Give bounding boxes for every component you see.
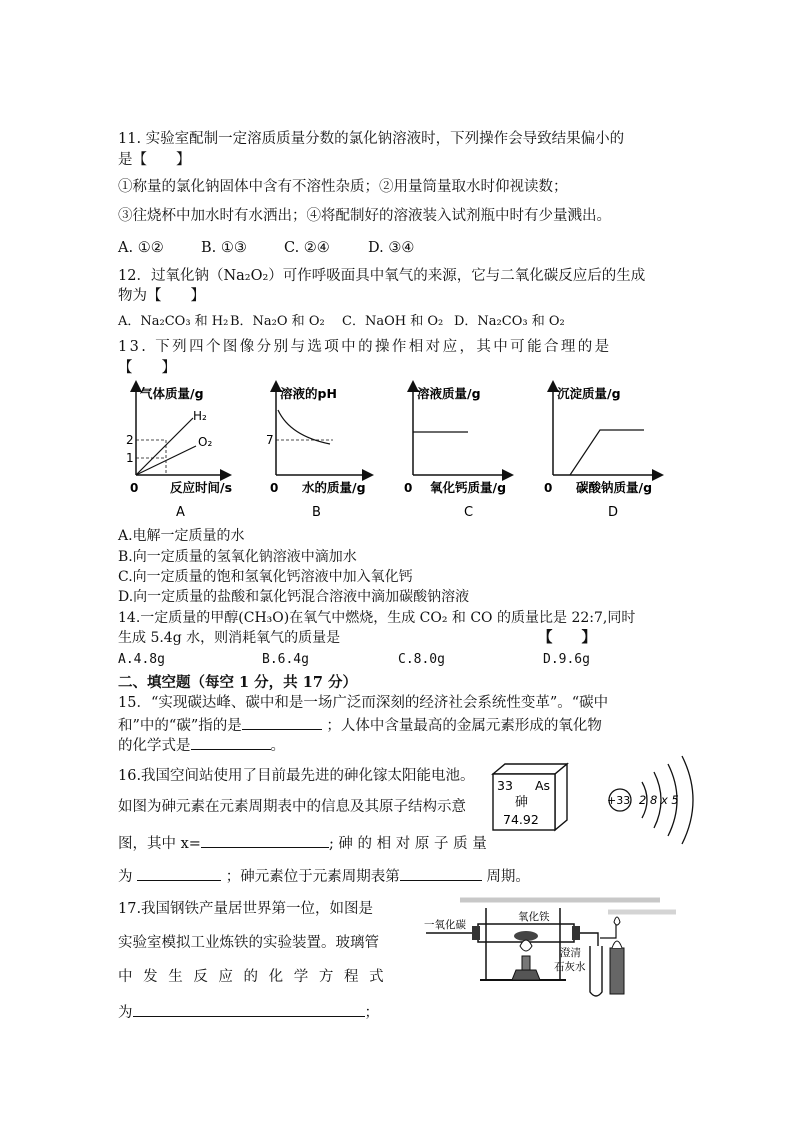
label-iron-oxide: 氧化铁: [518, 911, 550, 923]
graph-c-ylabel: 溶液质量/g: [417, 386, 481, 401]
q16-line4-mid: ；砷元素位于元素周期表第: [225, 869, 400, 885]
electron-shells: 2 8 x 5: [639, 793, 679, 807]
q16-line1: 16.我国空间站使用了目前最先进的砷化镓太阳能电池。: [118, 768, 475, 784]
q16-blank-mass[interactable]: [137, 864, 221, 881]
q17-line4: [118, 1000, 379, 1023]
graph-c: [404, 386, 508, 520]
q14-stem-line1: 14.一定质量的甲醇(CH₃O)在氧气中燃烧，生成 CO₂ 和 CO 的质量比是 22:7,同时: [118, 610, 636, 626]
q17-line2: 实验室模拟工业炼铁的实验装置。玻璃管: [118, 935, 379, 951]
q15-line1: 15．“实现碳达峰、碳中和是一场广泛而深刻的经济社会系统性变革”。“碳中: [118, 695, 609, 711]
graph-a-ytick-2: 2: [126, 433, 134, 447]
graph-c-origin: 0: [404, 481, 413, 495]
q11-stem-line2: 是【 】: [118, 152, 191, 168]
q11-option-d: D. ③④: [368, 240, 415, 256]
q11-option-a: A. ①②: [118, 240, 164, 256]
graph-a: [126, 386, 232, 520]
q15-line2-end: ；人体中含量最高的金属元素形成的氧化物: [326, 718, 602, 734]
q16-line4-start: 为: [118, 869, 133, 885]
q15-line3-end: 。: [270, 738, 285, 754]
graph-b-xlabel: 水的质量/g: [302, 480, 366, 495]
q12-option-d: D．Na₂CO₃ 和 O₂: [454, 314, 565, 329]
atomic-number: 33: [497, 778, 513, 793]
periodic-table-cell: [491, 762, 571, 834]
q12-option-a: A．Na₂CO₃ 和 H₂: [118, 314, 229, 329]
atomic-structure-diagram: [602, 752, 712, 848]
graph-b-ytick-7: 7: [266, 433, 274, 447]
graph-a-origin: 0: [130, 481, 139, 495]
q17-line1: 17.我国钢铁产量居世界第一位，如图是: [118, 901, 374, 917]
q15-blank-1[interactable]: [242, 713, 322, 730]
q14-option-c: C.8.0g: [398, 652, 445, 667]
graph-b-origin: 0: [270, 481, 279, 495]
q16-line4: [118, 864, 530, 887]
q15-line2-start: 和”中的“碳”指的是: [118, 718, 242, 734]
q16-line3-start: 图，其中 x=: [118, 836, 201, 852]
graph-a-xlabel: 反应时间/s: [170, 480, 233, 495]
q17-line4-start: 为: [118, 1005, 133, 1021]
graph-b-ylabel: 溶液的pH: [280, 386, 337, 401]
q14-option-d: D.9.6g: [543, 652, 590, 667]
atomic-mass: 74.92: [503, 812, 539, 827]
label-limewater-2: 石灰水: [554, 961, 586, 973]
q12-option-b: B．Na₂O 和 O₂: [230, 314, 325, 329]
graph-a-h2-label: H₂: [193, 409, 207, 423]
iron-smelting-apparatus: [420, 890, 682, 1010]
q13-stem-line1: 13. 下列四个图像分别与选项中的操作相对应，其中可能合理的是: [118, 339, 612, 355]
graph-b: [266, 386, 368, 520]
label-carbon-monoxide: 一氧化碳: [424, 919, 466, 931]
q16-blank-x[interactable]: [201, 831, 329, 848]
limewater-tube: [590, 946, 602, 996]
graph-c-letter: C: [464, 505, 474, 520]
graph-a-ylabel: 气体质量/g: [140, 386, 204, 401]
q17-line4-end: ；: [364, 1005, 379, 1021]
graph-d-letter: D: [608, 505, 619, 520]
q14-answer-bracket: 【 】: [538, 629, 596, 646]
q11-statement-line2: ③往烧杯中加水时有水洒出；④将配制好的溶液装入试剂瓶中时有少量溅出。: [118, 208, 611, 224]
nucleus-charge: +33: [607, 794, 631, 807]
q11-option-c: C. ②④: [284, 240, 330, 256]
q16-line3-end: ; 砷 的 相 对 原 子 质 量: [328, 836, 487, 852]
ph-curve: [278, 410, 330, 444]
q16-line2: 如图为砷元素在元素周期表中的信息及其原子结构示意: [118, 799, 466, 815]
element-symbol: As: [535, 778, 551, 793]
graph-d-origin: 0: [544, 481, 553, 495]
q14-stem-line2: 生成 5.4g 水，则消耗氧气的质量是: [118, 630, 341, 646]
q15-blank-2[interactable]: [191, 733, 271, 750]
q11-stem-line1: 11. 实验室配制一定溶质质量分数的氯化钠溶液时，下列操作会导致结果偏小的: [118, 131, 625, 147]
q12-option-c: C．NaOH 和 O₂: [342, 314, 444, 329]
q15-line3: [118, 733, 285, 756]
q13-option-d: D.向一定质量的盐酸和氯化钙混合溶液中滴加碳酸钠溶液: [118, 589, 470, 605]
q11-statement-line1: ①称量的氯化钠固体中含有不溶性杂质；②用量筒量取水时仰视读数；: [118, 179, 568, 195]
q14-option-a: A.4.8g: [118, 652, 165, 667]
q16-line4-end: 周期。: [486, 869, 530, 885]
graph-a-o2-label: O₂: [198, 435, 213, 449]
q11-option-b: B. ①③: [201, 240, 247, 256]
graph-d-ylabel: 沉淀质量/g: [557, 386, 621, 401]
graph-b-letter: B: [312, 505, 321, 520]
graph-a-letter: A: [176, 505, 185, 520]
graph-d: [544, 386, 658, 520]
q17-line3: 中 发 生 反 应 的 化 学 方 程 式: [118, 969, 387, 985]
graph-d-xlabel: 碳酸钠质量/g: [576, 480, 653, 495]
precipitate-line: [570, 430, 644, 475]
q13-option-c: C.向一定质量的饱和氢氧化钙溶液中加入氧化钙: [118, 569, 413, 585]
q12-stem-line1: 12．过氧化钠（Na₂O₂）可作呼吸面具中氧气的来源，它与二氧化碳反应后的生成: [118, 268, 646, 284]
graph-a-ytick-1: 1: [126, 451, 134, 465]
q13-option-b: B.向一定质量的氢氧化钠溶液中滴加水: [118, 549, 357, 565]
q16-blank-period[interactable]: [400, 864, 482, 881]
q13-option-a: A.电解一定质量的水: [118, 528, 245, 544]
graph-c-xlabel: 氧化钙质量/g: [430, 480, 507, 495]
q16-line3: [118, 831, 487, 854]
q12-stem-line2: 物为【 】: [118, 288, 205, 304]
q13-graphs: [118, 380, 678, 520]
element-name: 砷: [515, 795, 529, 810]
q14-option-b: B.6.4g: [262, 652, 309, 667]
q13-stem-line2: 【 】: [118, 360, 176, 376]
h2-line: [136, 418, 193, 475]
label-limewater-1: 澄清: [560, 947, 581, 959]
q17-blank-equation[interactable]: [133, 1000, 365, 1017]
alcohol-lamp: [610, 948, 624, 994]
burner: [512, 970, 540, 980]
section-heading-fill-in: 二、填空题（每空 1 分，共 17 分）: [118, 674, 357, 691]
q15-line3-start: 的化学式是: [118, 738, 191, 754]
